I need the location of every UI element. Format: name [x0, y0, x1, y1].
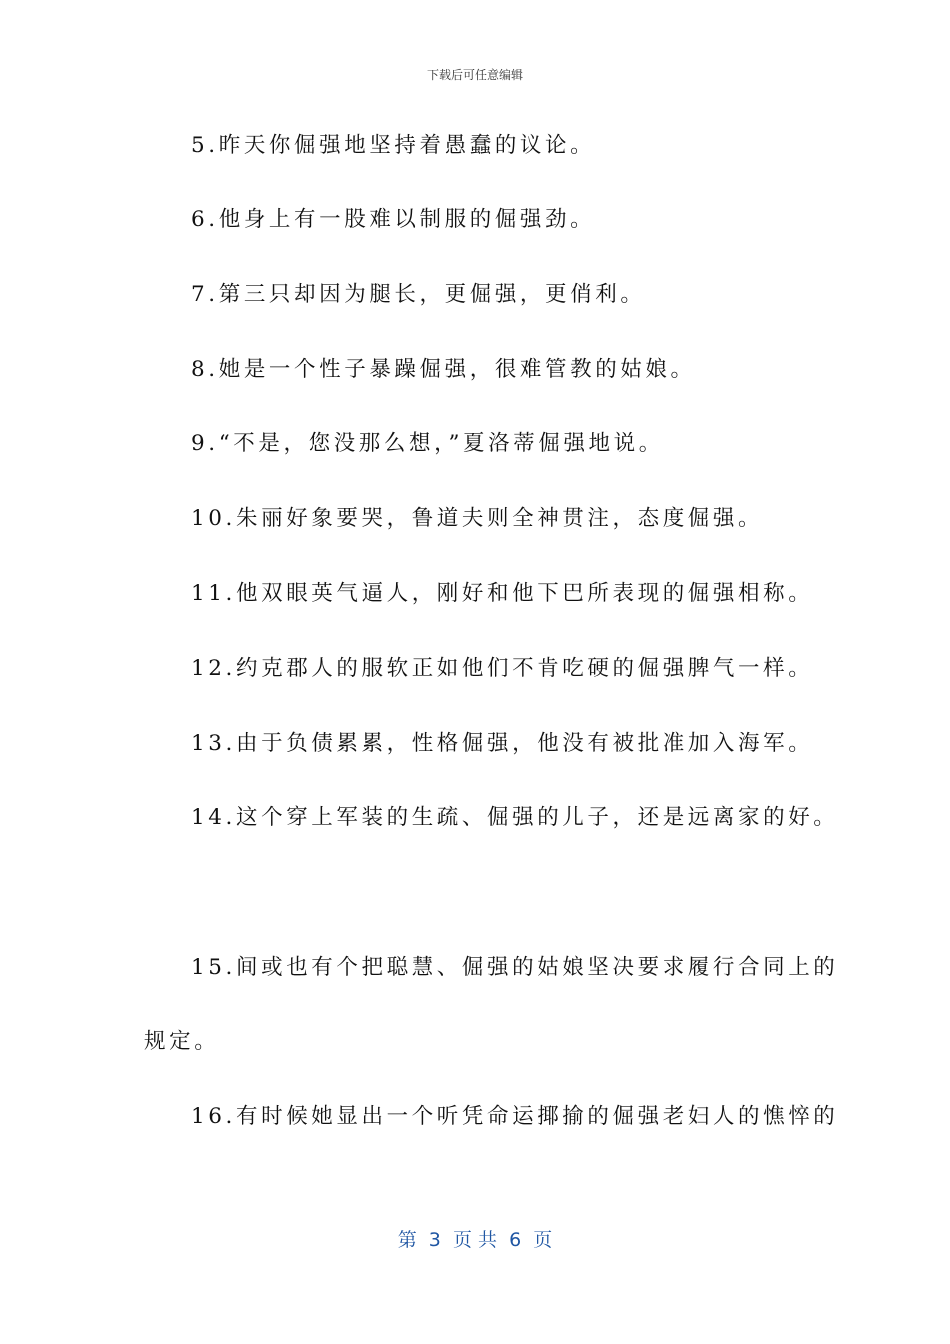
sentence-7: 7.第三只却因为腿长，更倔强，更俏利。	[191, 282, 646, 307]
sentence-8: 8.她是一个性子暴躁倔强，很难管教的姑娘。	[191, 357, 696, 382]
sentence-12: 12.约克郡人的服软正如他们不肯吃硬的倔强脾气一样。	[191, 656, 814, 681]
sentence-14: 14.这个穿上军装的生疏、倔强的儿子，还是远离家的好。	[191, 805, 839, 830]
sentence-13: 13.由于负债累累，性格倔强，他没有被批准加入海军。	[191, 731, 814, 756]
page-header-note: 下载后可任意编辑	[426, 68, 523, 82]
sentence-15: 15.间或也有个把聪慧、倔强的姑娘坚决要求履行合同上的	[191, 955, 839, 980]
sentence-15-continued: 规定。	[144, 1029, 220, 1054]
sentence-10: 10.朱丽好象要哭，鲁道夫则全神贯注，态度倔强。	[191, 506, 764, 531]
sentence-5: 5.昨天你倔强地坚持着愚蠢的议论。	[191, 133, 596, 158]
sentence-9: 9.“不是，您没那么想，”夏洛蒂倔强地说。	[191, 431, 664, 456]
sentence-6: 6.他身上有一股难以制服的倔强劲。	[191, 207, 596, 232]
page-number-footer: 第 3 页 共 6 页	[397, 1229, 553, 1251]
sentence-11: 11.他双眼英气逼人，刚好和他下巴所表现的倔强相称。	[191, 581, 814, 606]
sentence-16: 16.有时候她显出一个听凭命运揶揄的倔强老妇人的憔悴的	[191, 1104, 839, 1129]
